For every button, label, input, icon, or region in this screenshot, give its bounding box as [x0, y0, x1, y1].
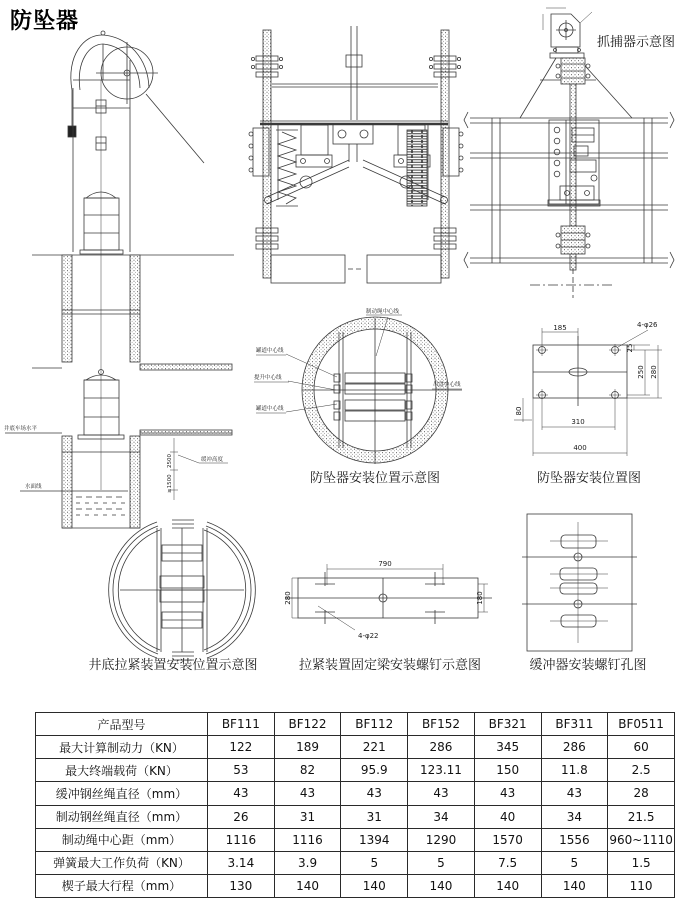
spec-value: 960~1110: [608, 828, 675, 851]
figure-catcher: [464, 8, 674, 298]
spec-value: 43: [408, 782, 475, 805]
figure-arrester-mechanism: [249, 26, 463, 283]
spec-col-header: BF122: [274, 713, 341, 736]
slots: [550, 535, 608, 627]
spec-value: 140: [474, 874, 541, 897]
spec-row: [36, 874, 675, 897]
dim-lower: ≥1500: [167, 474, 173, 493]
spec-col-header: BF111: [208, 713, 275, 736]
headframe-dims: [170, 438, 228, 500]
spec-value: 43: [474, 782, 541, 805]
page-title: 防坠器: [10, 9, 80, 34]
label-guide-center-bottom: 罐道中心线: [256, 406, 284, 412]
spec-value: 53: [208, 759, 275, 782]
spec-value: 221: [341, 736, 408, 759]
spec-value: 122: [208, 736, 275, 759]
label-yard-level: 井底车场水平: [4, 426, 38, 432]
spec-value: 286: [408, 736, 475, 759]
cage-rects: [334, 373, 412, 421]
caption-arrester-position-schematic: 防坠器安装位置示意图: [309, 471, 441, 486]
spec-value: 140: [408, 874, 475, 897]
spec-value: 1116: [208, 828, 275, 851]
spec-row-label: 制动绳中心距（mm）: [36, 828, 208, 851]
spec-value: 40: [474, 805, 541, 828]
spec-value: 3.9: [274, 851, 341, 874]
spec-value: 43: [274, 782, 341, 805]
plate-dim-lines: [514, 328, 662, 456]
spec-value: 31: [274, 805, 341, 828]
spec-col-header: BF321: [474, 713, 541, 736]
spec-value: 1556: [541, 828, 608, 851]
spec-value: 1290: [408, 828, 475, 851]
dim-upper: 2500: [167, 454, 173, 468]
spec-value: 1394: [341, 828, 408, 851]
suspension-rod: [346, 26, 362, 120]
figure-shaft-section: [254, 307, 462, 464]
caption-buffer-holes: 缓冲器安装螺钉孔图: [529, 658, 647, 673]
tower: [73, 60, 130, 490]
spec-value: 43: [541, 782, 608, 805]
spec-value: 2.5: [608, 759, 675, 782]
caption-arrester-position: 防坠器安装位置图: [536, 471, 642, 486]
spec-row-label: 最大计算制动力（KN）: [36, 736, 208, 759]
spec-value: 1116: [274, 828, 341, 851]
spec-row: [36, 782, 675, 805]
spec-value: 21.5: [608, 805, 675, 828]
spec-value: 95.9: [341, 759, 408, 782]
bottom-frame: [271, 255, 441, 283]
spec-value: 31: [341, 805, 408, 828]
spec-value: 1.5: [608, 851, 675, 874]
rope-clamp-upper: [556, 58, 590, 84]
sheave-wheel: [96, 42, 204, 163]
bolt-holes: [536, 344, 621, 401]
spec-col-header: 产品型号: [36, 713, 208, 736]
spec-value: 43: [208, 782, 275, 805]
spec-row-label: 楔子最大行程（mm）: [36, 874, 208, 897]
dim-280b: 280: [284, 591, 292, 605]
spec-row-label: 弹簧最大工作负荷（KN）: [36, 851, 208, 874]
spec-value: 28: [608, 782, 675, 805]
spec-col-header: BF112: [341, 713, 408, 736]
spec-row-label: 制动钢丝绳直径（mm）: [36, 805, 208, 828]
figure-bottom-tension-device: [109, 520, 256, 660]
spec-value: 5: [408, 851, 475, 874]
dim-280: 280: [650, 365, 658, 379]
spec-value: 345: [474, 736, 541, 759]
figure-headframe: [4, 31, 234, 528]
spec-row: [36, 736, 675, 759]
spec-col-header: BF0511: [608, 713, 675, 736]
spec-value: 34: [408, 805, 475, 828]
spec-row: [36, 828, 675, 851]
dim-250: 250: [637, 365, 645, 379]
bucket-upper: [80, 192, 123, 254]
spec-row: [36, 759, 675, 782]
spec-row-label: 缓冲钢丝绳直径（mm）: [36, 782, 208, 805]
spec-value: 110: [608, 874, 675, 897]
spec-col-header: BF152: [408, 713, 475, 736]
spec-value: 5: [541, 851, 608, 874]
spec-value: 26: [208, 805, 275, 828]
spec-row-label: 最大终端载荷（KN）: [36, 759, 208, 782]
spec-value: 11.8: [541, 759, 608, 782]
dim-25: 25: [626, 343, 634, 353]
spec-value: 140: [341, 874, 408, 897]
rope-clamps: [249, 56, 463, 249]
dim-790: 790: [378, 560, 392, 568]
spec-row: [36, 851, 675, 874]
caption-catcher: 抓捕器示意图: [596, 35, 676, 50]
rope-loop: [68, 31, 149, 137]
top-plate: [543, 8, 592, 58]
label-platform-center: 吊盘中心线: [433, 382, 461, 388]
rope-clamp-lower: [556, 226, 590, 254]
caption-fixing-beam: 拉紧装置固定梁安装螺钉示意图: [298, 658, 482, 673]
label-buffer-height: 缓冲高度: [201, 457, 224, 463]
beams: [464, 112, 674, 285]
label-hoist-center: 提升中心线: [254, 375, 282, 381]
dim-80: 80: [515, 406, 523, 416]
spec-value: 1570: [474, 828, 541, 851]
spec-value: 123.11: [408, 759, 475, 782]
figure-mount-plate: [514, 321, 662, 456]
caption-bottom-tension: 井底拉紧装置安装位置示意图: [88, 658, 258, 673]
spec-value: 5: [341, 851, 408, 874]
label-guide-center-top: 罐道中心线: [256, 348, 284, 354]
spec-value: 150: [474, 759, 541, 782]
dim-4phi26: 4-φ26: [637, 321, 658, 329]
label-water-line: 水面线: [25, 484, 42, 490]
spec-value: 43: [341, 782, 408, 805]
beam-dim-lines: [292, 564, 488, 630]
dim-4phi22: 4-φ22: [358, 632, 379, 640]
spec-value: 82: [274, 759, 341, 782]
label-brake-rope-center: 制动绳中心线: [366, 309, 400, 315]
spec-value: 7.5: [474, 851, 541, 874]
figure-fixing-beam: [284, 560, 492, 640]
spec-value: 189: [274, 736, 341, 759]
spec-table: [35, 712, 675, 898]
spec-value: 140: [541, 874, 608, 897]
spec-value: 60: [608, 736, 675, 759]
figure-buffer-holes: [522, 514, 637, 651]
spec-table-body: [36, 713, 675, 898]
dim-310: 310: [571, 418, 585, 426]
spec-value: 34: [541, 805, 608, 828]
dim-180: 180: [476, 591, 484, 605]
spec-value: 3.14: [208, 851, 275, 874]
dim-185: 185: [553, 324, 567, 332]
spec-header-row: [36, 713, 675, 736]
spec-value: 140: [274, 874, 341, 897]
dim-400: 400: [573, 444, 587, 452]
spec-value: 130: [208, 874, 275, 897]
spec-row: [36, 805, 675, 828]
spec-value: 286: [541, 736, 608, 759]
spec-col-header: BF311: [541, 713, 608, 736]
